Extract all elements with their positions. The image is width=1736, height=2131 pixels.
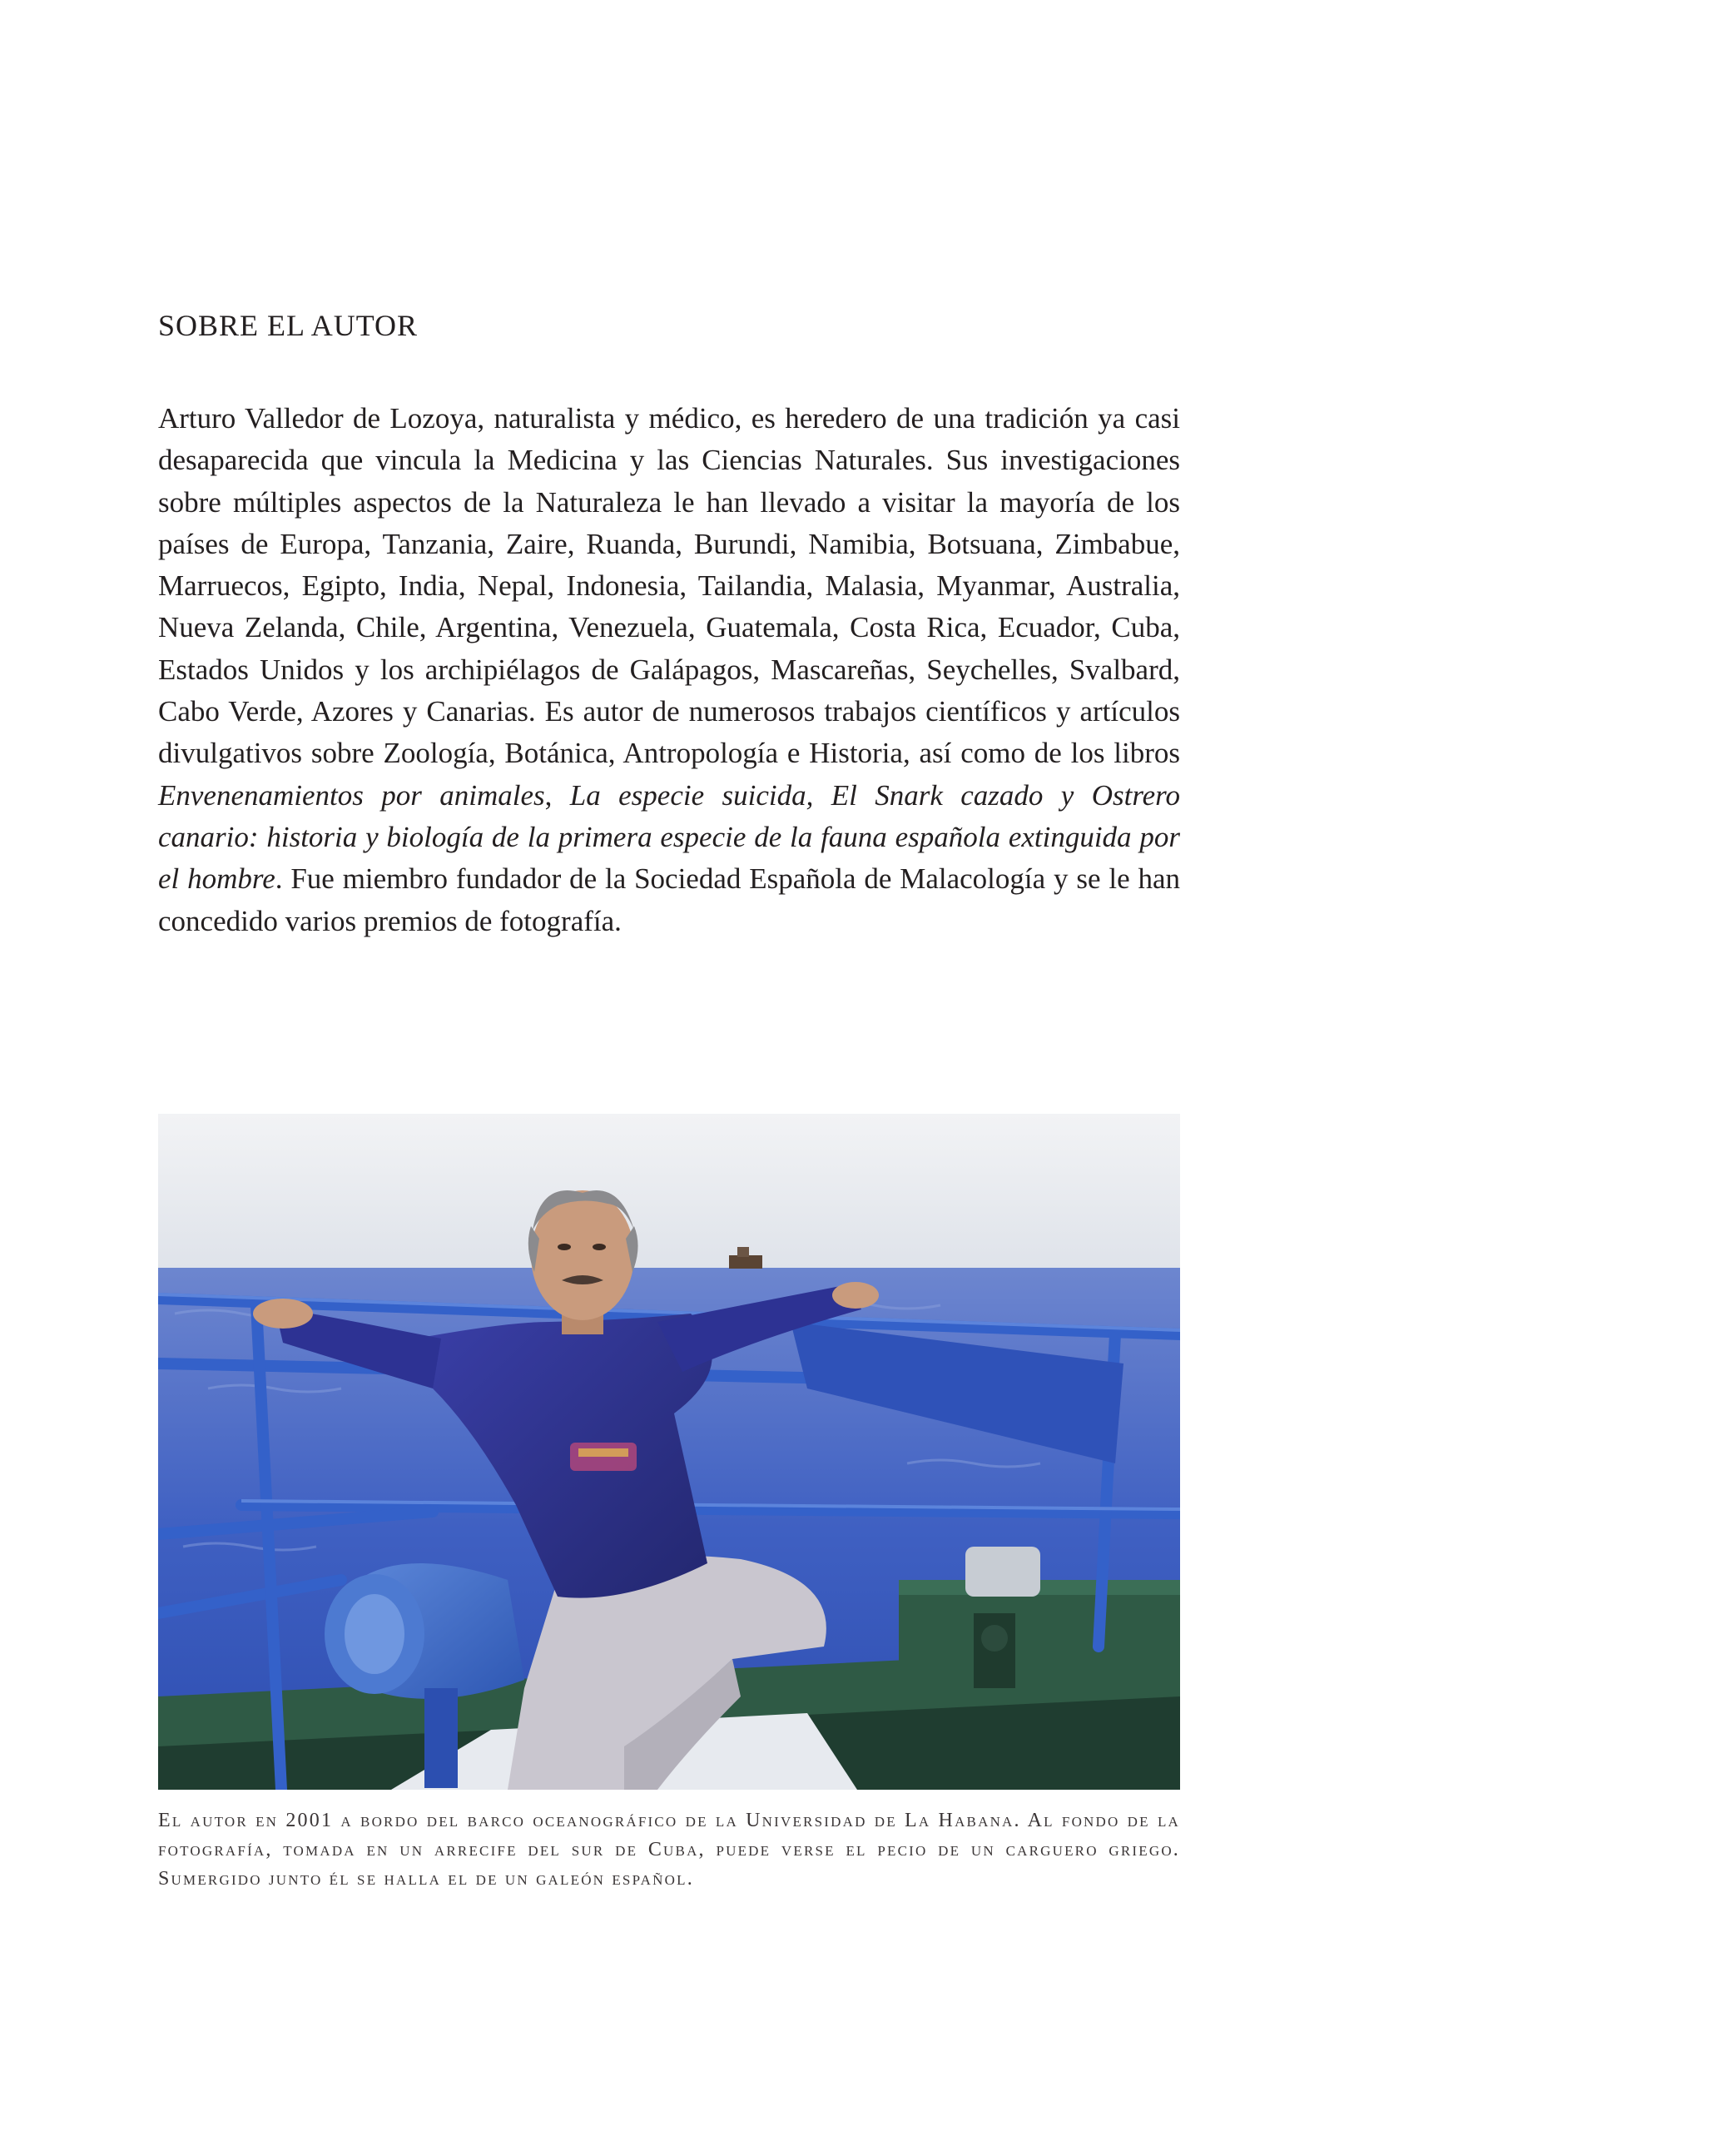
photo-caption: El autor en 2001 a bordo del barco oceanográfico de la Universidad de La Habana. Al fondo de la fotografía, tomada en un arrecife del sur de Cuba, puede verse el pecio de un carguero griego. Sumergido junto él se halla el de un galeón español. <box>158 1810 1180 1890</box>
bio-text-part-2: . Fue miembro fundador de la Sociedad Española de Malacología y se le han concedido varios premios de fotografía. <box>158 862 1180 937</box>
author-biography <box>158 398 1180 942</box>
book-titles-2: La especie suicida, El Snark cazado y Ostrero canario: historia y biología de la primera especie de la fauna española extinguida por el hombre <box>158 778 1180 896</box>
bio-separator: , <box>544 778 570 812</box>
book-title-1: Envenenamientos por animales <box>158 778 545 812</box>
section-heading: SOBRE EL AUTOR <box>158 309 419 342</box>
author-photo <box>158 1114 1180 1790</box>
bio-text-part-1: Arturo Valledor de Lozoya, naturalista y médico, es heredero de una tradición ya casi desaparecida que vincula la Medicina y las Ciencias Naturales. Sus investigaciones sobre múltiples aspectos de la Naturaleza le han llevado a visitar la mayoría de los países de Europa, Tanzania, Zaire, Ruanda, Burundi, Namibia, Botsuana, Zimbabue, Marruecos, Egipto, India, Nepal, Indonesia, Tailandia, Malasia, Myanmar, Australia, Nueva Zelanda, Chile, Argentina, Venezuela, Guatemala, Costa Rica, Ecuador, Cuba, Estados Unidos y los archipiélagos de Galápagos, Mascareñas, Seychelles, Svalbard, Cabo Verde, Azores y Canarias. Es autor de numerosos trabajos científicos y artículos divulgativos sobre Zoología, Botánica, Antropología e Historia, así como de los libros <box>158 402 1180 770</box>
